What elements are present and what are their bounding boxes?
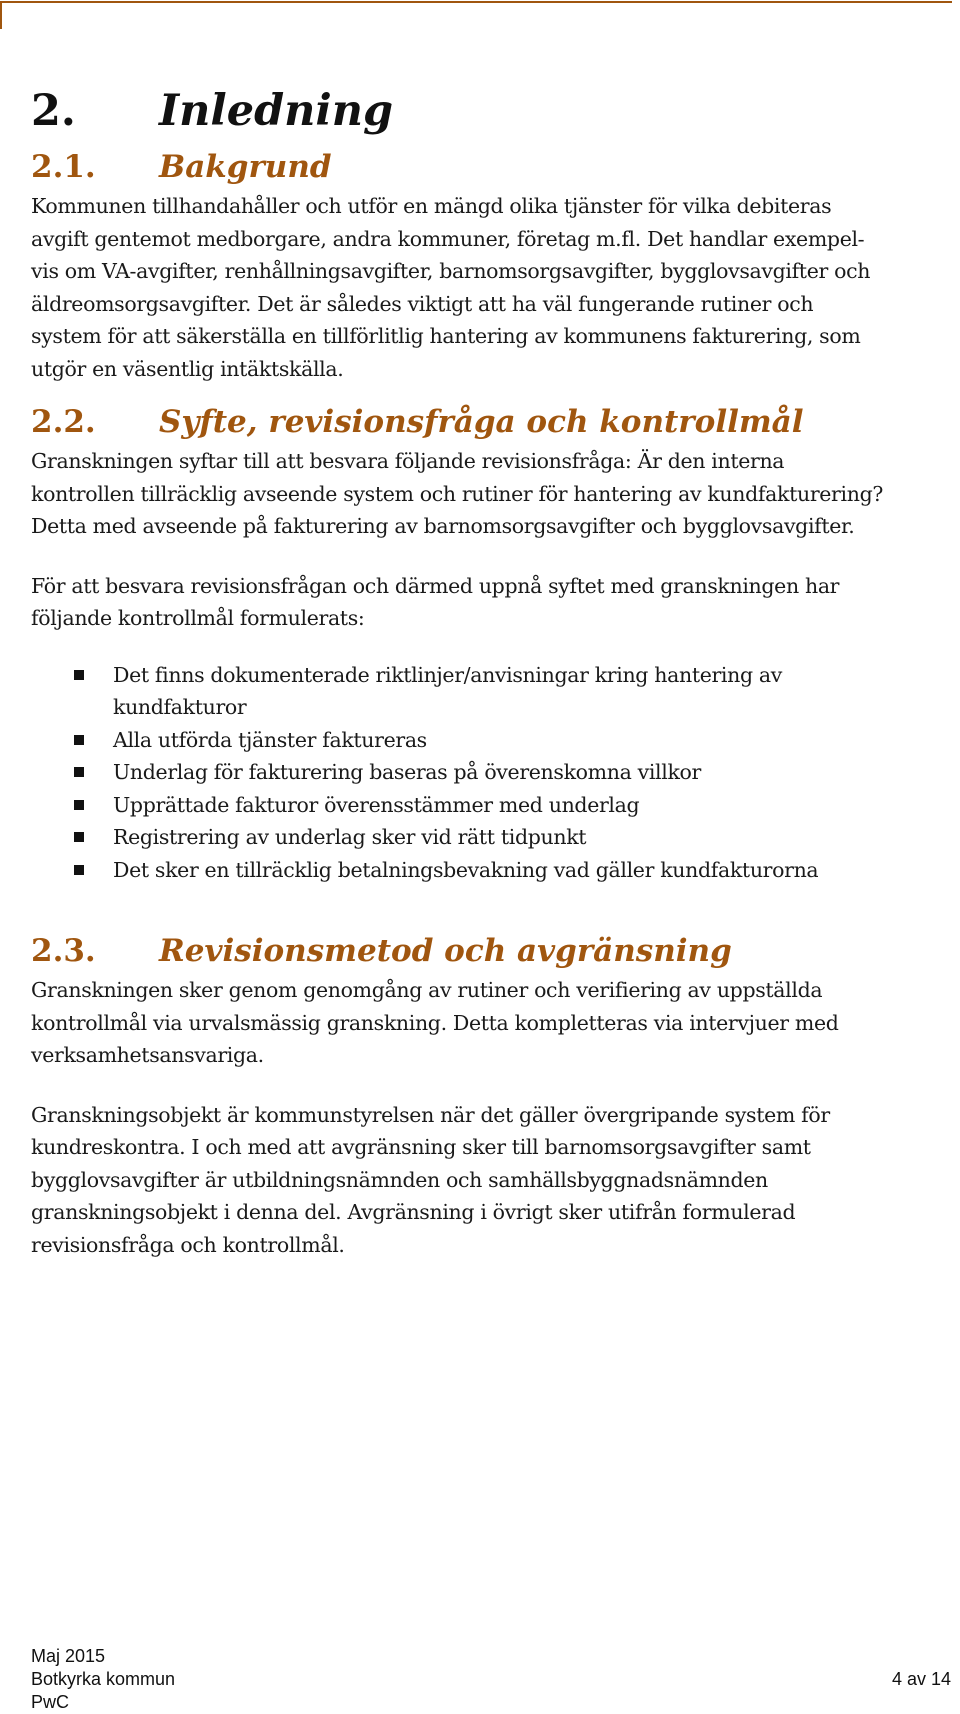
paragraph-revisionsmetod <box>31 974 960 1072</box>
section-heading-revisionsmetod <box>31 928 960 974</box>
list-item-line: Registrering av underlag sker vid rätt tidpunkt <box>113 825 587 849</box>
kontrollmal-list <box>31 659 960 887</box>
paragraph-kontrollmal-intro <box>31 570 960 635</box>
square-bullet-icon <box>74 800 84 810</box>
list-item <box>31 789 960 822</box>
section-title: Syfte, revisionsfråga och kontrollmål <box>159 404 804 440</box>
paragraph-syfte <box>31 445 960 543</box>
text-line: vis om VA-avgifter, renhållningsavgifter, barnomsorgsavgifter, bygglovsavgifter och <box>31 259 871 283</box>
page-number: 4 av 14 <box>891 1669 951 1689</box>
text-line: system för att säkerställa en tillförlitlig hantering av kommunens fakturering, som <box>31 324 861 348</box>
text-line: bygglovsavgifter är utbildningsnämnden och samhällsbyggnadsnämnden <box>31 1167 768 1192</box>
list-item-line: Alla utförda tjänster faktureras <box>113 727 427 752</box>
section-title: Bakgrund <box>159 149 332 185</box>
page-footer <box>31 1645 951 1714</box>
square-bullet-icon <box>74 670 84 680</box>
text-line: kundreskontra. I och med att avgränsning sker till barnomsorgsavgifter samt <box>31 1135 811 1159</box>
footer-date: Maj 2015 <box>31 1646 106 1666</box>
text-line: verksamhetsansvariga. <box>31 1043 264 1067</box>
paragraph-bakgrund <box>31 190 960 385</box>
list-item <box>31 821 960 854</box>
page-body <box>31 78 960 1261</box>
paragraph-granskningsobjekt <box>31 1099 960 1262</box>
text-line: Detta med avseende på fakturering av barnomsorgsavgifter och bygglovsavgifter. <box>31 514 855 538</box>
list-item-line: Det finns dokumenterade riktlinjer/anvisningar kring hantering av <box>113 662 783 687</box>
text-line: kontrollmål via urvalsmässig granskning. Detta kompletteras via intervjuer med <box>31 1010 839 1035</box>
list-item <box>31 756 960 789</box>
text-line: utgör en väsentlig intäktskälla. <box>31 356 344 381</box>
section-heading-bakgrund <box>31 144 960 190</box>
chapter-number: 2. <box>31 86 76 136</box>
text-line: kontrollen tillräcklig avseende system och rutiner för hantering av kundfakturering? <box>31 481 883 506</box>
text-line: avgift gentemot medborgare, andra kommuner, företag m.fl. Det handlar exempel- <box>31 226 865 251</box>
chapter-heading <box>31 78 960 144</box>
chapter-title: Inledning <box>159 86 394 136</box>
text-line: revisionsfråga och kontrollmål. <box>31 1232 345 1257</box>
header-rule <box>0 1 952 29</box>
section-heading-syfte <box>31 399 960 445</box>
text-line: äldreomsorgsavgifter. Det är således viktigt att ha väl fungerande rutiner och <box>31 291 814 316</box>
list-item <box>31 724 960 757</box>
text-line: granskningsobjekt i denna del. Avgränsning i övrigt sker utifrån formulerad <box>31 1200 796 1224</box>
list-item <box>31 659 960 724</box>
square-bullet-icon <box>74 832 84 842</box>
list-item-line: Upprättade fakturor överensstämmer med underlag <box>113 792 640 817</box>
section-number: 2.1. <box>31 149 96 185</box>
text-line: För att besvara revisionsfrågan och därmed uppnå syftet med granskningen har <box>31 573 840 598</box>
section-title: Revisionsmetod och avgränsning <box>159 933 732 969</box>
square-bullet-icon <box>74 735 84 745</box>
list-item <box>31 854 960 887</box>
list-item-line: Underlag för fakturering baseras på överenskomna villkor <box>113 760 701 784</box>
text-line: Granskningen sker genom genomgång av rutiner och verifiering av uppställda <box>31 978 823 1002</box>
text-line: Kommunen tillhandahåller och utför en mängd olika tjänster för vilka debiteras <box>31 194 832 218</box>
footer-client: Botkyrka kommun <box>31 1669 176 1689</box>
section-number: 2.2. <box>31 404 96 440</box>
text-line: Granskningsobjekt är kommunstyrelsen när det gäller övergripande system för <box>31 1102 830 1127</box>
list-item-line: Det sker en tillräcklig betalningsbevakning vad gäller kundfakturorna <box>113 857 819 882</box>
list-item-line: kundfakturor <box>113 695 247 719</box>
section-number: 2.3. <box>31 933 96 969</box>
square-bullet-icon <box>74 767 84 777</box>
text-line: följande kontrollmål formulerats: <box>31 606 365 630</box>
footer-firm: PwC <box>31 1692 70 1712</box>
text-line: Granskningen syftar till att besvara följande revisionsfråga: Är den interna <box>31 449 785 473</box>
square-bullet-icon <box>74 865 84 875</box>
